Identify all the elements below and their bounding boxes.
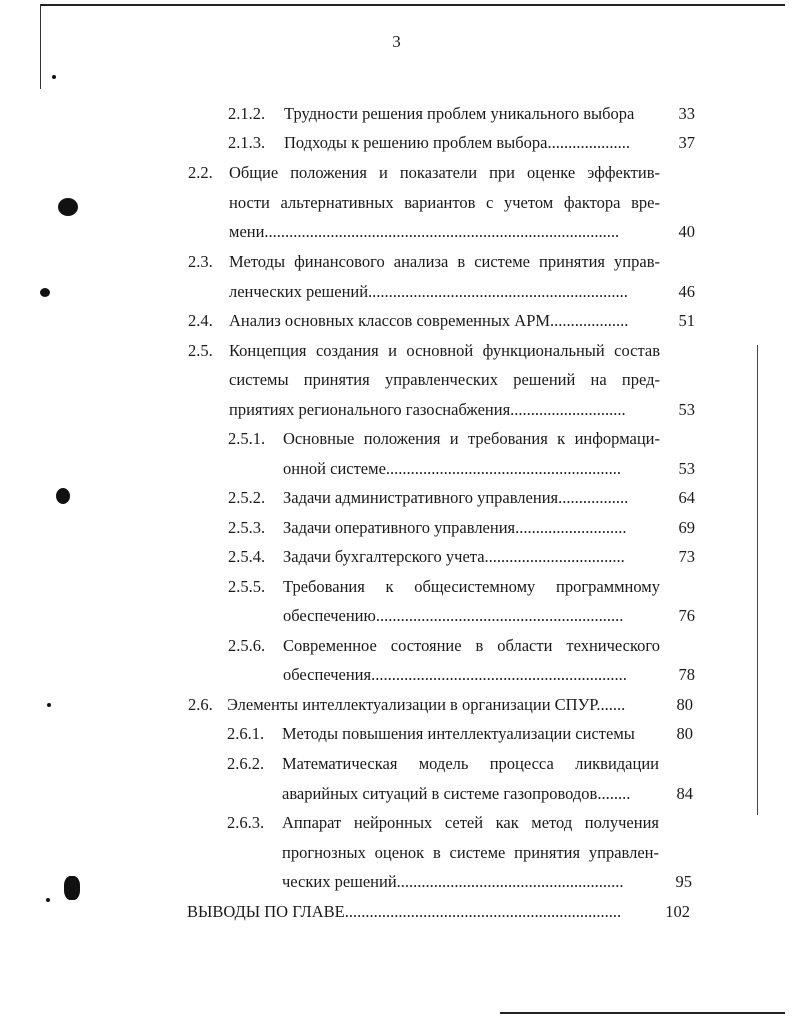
toc-entry-title: ческих решений.......................................................: [282, 872, 624, 891]
toc-entry-title: системы принятия управленческих решений на пред-: [229, 370, 660, 389]
toc-entry-number: 2.5.5.: [228, 577, 266, 596]
toc-entry-number: 2.1.2.: [228, 104, 266, 123]
toc-entry-page: 69: [678, 518, 695, 537]
toc-entry-number: 2.3.: [188, 252, 213, 271]
toc-entry-title: обеспечения..............................................................: [283, 665, 627, 684]
toc-entry-number: 2.5.: [188, 341, 213, 360]
toc-entry-page: 78: [678, 665, 695, 684]
toc-entry-title: Трудности решения проблем уникального выбора: [284, 104, 635, 123]
toc-entry-page: 80: [676, 695, 693, 714]
toc-entry-page: 95: [675, 872, 692, 891]
toc-entry-title: Математическая модель процесса ликвидации: [282, 754, 659, 773]
toc-entry-page: 40: [678, 222, 695, 241]
toc-entry-title: Основные положения и требования к информаци-: [283, 429, 660, 448]
toc-entry-number: 2.5.2.: [228, 488, 266, 507]
toc-entry-title: прогнозных оценок в системе принятия управлен-: [282, 843, 659, 862]
toc-entry-title: Подходы к решению проблем выбора....................: [284, 133, 630, 152]
toc-conclusion-page: 102: [665, 902, 690, 921]
toc-entry-number: 2.6.2.: [227, 754, 265, 773]
toc-entry-number: 2.4.: [188, 311, 213, 330]
toc-entry-number: 2.6.3.: [227, 813, 265, 832]
toc-entry-page: 53: [678, 459, 695, 478]
toc-conclusion-title: ВЫВОДЫ ПО ГЛАВЕ...................................................................: [187, 902, 622, 921]
toc-entry-title: Задачи бухгалтерского учета..................................: [283, 547, 625, 566]
toc-entry-page: 37: [678, 133, 695, 152]
page-number: 3: [392, 32, 401, 51]
toc-entry-title: Методы финансового анализа в системе принятия управ-: [229, 252, 660, 271]
toc-entry-page: 46: [678, 282, 695, 301]
toc-entry-page: 80: [676, 724, 693, 743]
toc-entry-number: 2.6.: [188, 695, 213, 714]
toc-entry-title: онной системе.........................................................: [283, 459, 622, 478]
toc-entry-page: 33: [678, 104, 695, 123]
toc-entry-page: 53: [678, 400, 695, 419]
toc-entry-number: 2.1.3.: [228, 133, 266, 152]
toc-entry-page: 51: [678, 311, 695, 330]
toc-entry-title: Анализ основных классов современных АРМ...................: [229, 311, 629, 330]
toc-entry-title: Методы повышения интеллектуализации системы: [282, 724, 635, 743]
toc-entry-number: 2.5.3.: [228, 518, 266, 537]
toc-entry-number: 2.5.4.: [228, 547, 266, 566]
toc-entry-title: Общие положения и показатели при оценке эффектив-: [229, 163, 660, 182]
toc-entry-title: Концепция создания и основной функциональный состав: [229, 341, 660, 360]
toc-entry-page: 73: [678, 547, 695, 566]
toc-entry-title: Элементы интеллектуализации в организации СПУР.......: [227, 695, 626, 714]
toc-entry-title: ности альтернативных вариантов с учетом фактора вре-: [229, 193, 660, 212]
toc-entry-number: 2.5.6.: [228, 636, 266, 655]
toc-entry-title: ленческих решений...............................................................: [229, 282, 628, 301]
toc-entry-title: приятиях регионального газоснабжения............................: [229, 400, 626, 419]
toc-entry-number: 2.6.1.: [227, 724, 265, 743]
toc-entry-number: 2.2.: [188, 163, 213, 182]
toc-entry-page: 76: [678, 606, 695, 625]
toc-entry-page: 64: [678, 488, 695, 507]
toc-entry-title: Требования к общесистемному программному: [283, 577, 660, 596]
toc-entry-title: Аппарат нейронных сетей как метод получения: [282, 813, 659, 832]
toc-entry-title: Задачи оперативного управления...........................: [283, 518, 627, 537]
toc-entry-number: 2.5.1.: [228, 429, 266, 448]
toc-entry-title: Задачи административного управления.................: [283, 488, 629, 507]
toc-entry-title: мени......................................................................................: [229, 222, 620, 241]
toc-entry-page: 84: [676, 784, 693, 803]
toc-entry-title: Современное состояние в области технического: [283, 636, 660, 655]
toc-entry-title: аварийных ситуаций в системе газопроводов........: [282, 784, 631, 803]
toc-entry-title: обеспечению............................................................: [283, 606, 624, 625]
